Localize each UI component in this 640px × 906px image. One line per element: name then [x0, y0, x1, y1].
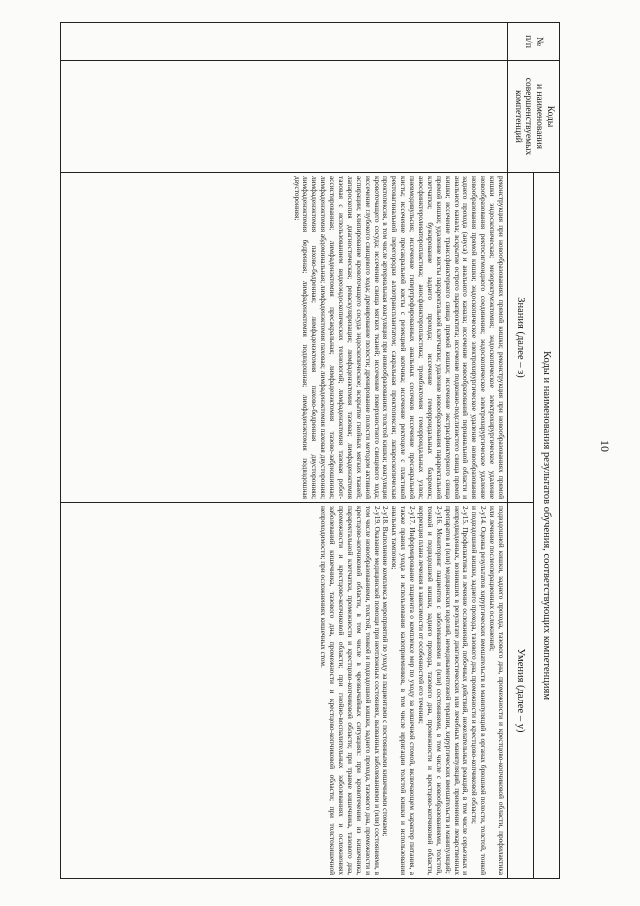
cell-skills — [61, 503, 508, 879]
page-number: 10 — [598, 440, 612, 452]
content-row — [61, 23, 508, 879]
skills-paragraph-1: подвздошной кишки, заднего прохода, тазового дна, промежности и крестцово-копчиковой области, профилактика или лечение послеоперационных осложнений; — [488, 506, 506, 876]
header-knowledge: Знания (далее – з) — [508, 173, 534, 503]
cell-knowledge — [61, 173, 508, 503]
header-number — [508, 23, 560, 61]
cell-codes — [61, 61, 508, 173]
header-number-text: № п/п — [523, 35, 545, 48]
skills-paragraph-5: 2-у17. Информирование пациента о комплексе мер по уходу за кишечной стомой, включающем характер питания, а также правил ухода и использования калоприемников, в том числе ирригации толстой кишки и использовании анальных тампонов; — [390, 506, 418, 876]
skills-paragraph-2: 2-у14. Оценка результатов хирургических вмешательств и манипуляций в органах брюшной полости, толстой, тонкой и подвздошной кишки, заднего прохода, тазового дна, промежности и крестцово-копчиковой области; — [470, 506, 489, 876]
header-row-1 — [534, 23, 560, 879]
skills-paragraph-7: 2-у19. Оказание медицинской помощи при неотложных состояниях, вызванных заболеваниями и (или) состояниями, в том числе новообразованиями, толстой, тонкой и подвздошной кишки, заднего прохода, тазового дна, промежности и крестцово-копчиковой области, в том числе в чрезвычайных ситуациях: при кровотечении из кишечника, параректальной клетчатки, промежности и крестцово-копчиковой области; при травме кишечника, тазового дна, промежности и крестцово-копчиковой области; при гнойно-воспалительных заболеваниях и осложнениях заболеваний кишечника, тазового дна, промежности и крестцово-копчиковой области; при толстокишечной непроходимости; при осложнениях кишечных стом. — [319, 506, 382, 876]
skills-paragraph-4: 2-у16. Мониторинг пациентов с заболеваниями и (или) состояниями, в том числе с новообразованиями, толстой, тонкой и подвздошной кишки, заднего прохода, тазового дна, промежности и крестцово-копчиковой области, коррекция плана лечения в зависимости от особенностей его течения; — [416, 506, 444, 876]
skills-paragraph-6: 2-у18. Выполнение комплекса мероприятий по уходу за пациентами с постоянными кишечными стомами; — [381, 506, 391, 837]
knowledge-text: реконструкция при новообразованиях прямой кишки; реконструкция при новообразованиях прямой кишки эндоскопическая; мезоректумэктомия; эндоскопическое электрохирургическое удаление новообразования ректосигмоидного соединения; эндоскопическое электрохирургическое удаление новообразования прямой кишки; эндоскопическое электрохирургическое удаление новообразования заднего прохода (ануса) и анального канала; иссечение новообразований перианальной области и анального канала; вскрытие острого парапроктита; иссечение подкожно-подслизистого свища прямой кишки; иссечение транссфинктерного свища прямой кишки; иссечение экстрасфинктерного свища прямой кишки; удаление кисты параректальной клетчатки; удаление новообразования параректальной клетчатки; бужирование заднего прохода; иссечение геморроидальных бахромок; аносфинктеролеваторопластика; аносфинктеропластика; тромбэктомия геморроидальных узлов; пневмодивульсия; иссечение гипертрофированных анальных сосочков иссечение пресакральной кисты; иссечение пресакральной кисты с резекцией копчика; иссечение ректоцеле с пластикой ректовагинальной перегородки аллотрансплантатом; сакральная проктопексия; лапароскопическая проктопексия, в том числе артериальная коагуляция при новообразованиях толстой кишки; коагуляция кровоточащего сосуда; иссечение свища мягких тканей; иссечение поверхностного свищевого хода; иссечение глубокого свищевого хода; дренирование полости; дренирование полости методом активной аспирации; клипирование кровоточащего сосуда эндоскопическое; вскрытие гнойных мягких тканей; лапароскопия диагностическая; реваскуляризация; лимфаденэктомия тазовая; лимфаденэктомия тазовая с использованием видеоэндоскопических технологий; лимфаденэктомия тазовая робот-ассистированная; лимфаденэктомия пресакральная; лимфаденэктомия тазово-забрюшинная; лимфаденэктомия абдоминальная; лимфаденэктомия паховая; лимфаденэктомия паховая двусторонняя; лимфаденэктомия пахово-бедренная; лимфаденэктомия пахово-бедренная двусторонняя; лимфаденэктомия бедренная; лимфаденэктомия подвздошная; лимфаденэктомия подвздошная двусторонняя; — [292, 176, 506, 499]
header-codes-text: Коды и наименования совершенствуемых компетенций — [512, 77, 556, 156]
header-codes — [508, 61, 560, 173]
skills-paragraph-3: 2-у15. Профилактика и лечение осложнений, побочных действий, нежелательных реакций, в том числе серьезных и непредвиденных, возникших в результате диагностических или лечебных манипуляций, применения лекарственных препаратов и (или) медицинских изделий, немедикаментозной терапии, хирургических вмешательств и манипуляций; — [443, 506, 471, 876]
cell-number — [61, 23, 508, 61]
header-results-group: Коды и наименования результатов обучения, соответствующих компетенциям — [534, 173, 560, 879]
competency-table — [60, 22, 560, 879]
header-skills: Умения (далее – у) — [508, 503, 534, 879]
rotated-table-wrapper — [60, 22, 560, 878]
